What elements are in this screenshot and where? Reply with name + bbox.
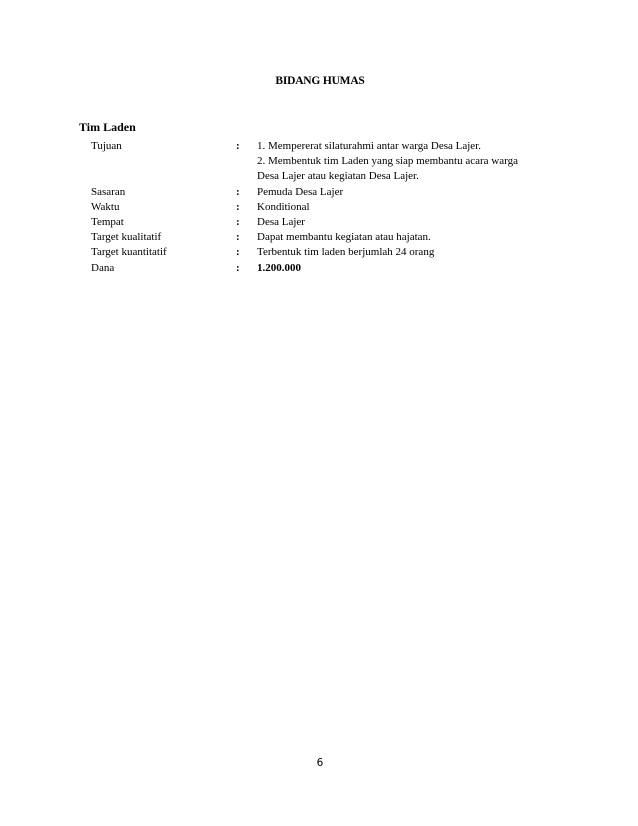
row-target-kualitatif [91,230,557,245]
row-colon: : [236,261,240,274]
row-dana [91,261,557,276]
page-title: BIDANG HUMAS [275,75,365,87]
row-value: Terbentuk tim laden berjumlah 24 orang [257,246,435,259]
row-colon: : [236,246,240,259]
section-title: Tim Laden [79,120,136,134]
row-sasaran [91,185,557,200]
row-label: Target kualitatif [91,231,162,244]
details-table [91,139,557,276]
row-value: 1.200.000 [257,261,301,274]
row-waktu [91,200,557,215]
row-colon: : [236,185,240,198]
value-line: 1. Mempererat silaturahmi antar warga Desa Lajer. [257,140,481,152]
page-number: 6 [316,757,324,769]
row-colon: : [236,140,240,152]
value-line: 2. Membentuk tim Laden yang siap membantu acara warga [257,155,518,168]
row-value: Dapat membantu kegiatan atau hajatan. [257,231,431,244]
row-label: Target kuantitatif [91,246,167,259]
row-value: Pemuda Desa Lajer [257,185,344,198]
row-target-kuantitatif [91,245,557,260]
row-colon: : [236,231,240,244]
row-colon: : [236,200,240,213]
row-colon: : [236,216,240,229]
value-line: Desa Lajer atau kegiatan Desa Lajer. [257,170,419,183]
row-tujuan [91,139,557,185]
row-tempat [91,215,557,230]
row-label: Dana [91,261,115,274]
row-label: Tujuan [91,140,122,152]
row-value: Desa Lajer [257,216,305,229]
row-label: Tempat [91,216,124,229]
row-value [257,139,557,185]
row-label: Waktu [91,200,120,213]
row-value: Konditional [257,200,310,213]
row-label: Sasaran [91,185,126,198]
